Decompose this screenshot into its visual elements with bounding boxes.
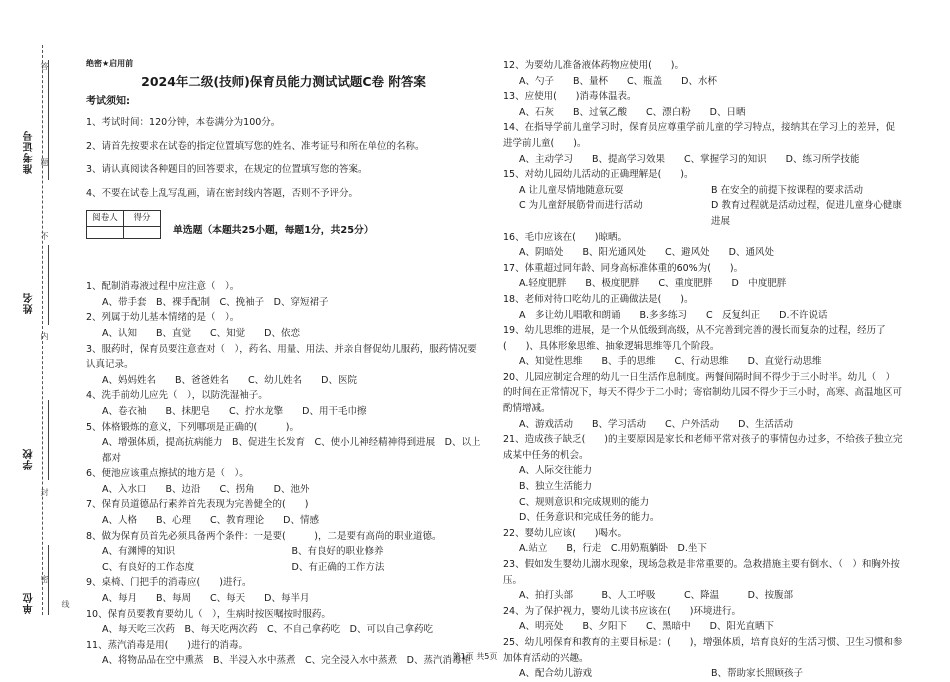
question-option: A、带手套 B、裸手配制 C、挽袖子 D、穿短裙子 bbox=[102, 296, 329, 308]
seal-mark: 不 bbox=[40, 232, 49, 240]
question-option: B、独立生活能力 bbox=[519, 481, 593, 493]
right-column bbox=[503, 58, 903, 682]
question-option: B、帮助家长照顾孩子 bbox=[711, 668, 804, 680]
question-stem: 14、在指导学前儿童学习时，保育员应尊重学前儿童的学习特点，接纳其在学习上的差异，促进学前儿童( )。 bbox=[503, 122, 896, 149]
question-stem: 24、为了保护视力，婴幼儿读书应该在( )环境进行。 bbox=[503, 605, 742, 617]
page-footer: 第1页 共5页 bbox=[452, 652, 498, 661]
question-option: A、认知 B、直觉 C、知觉 D、依恋 bbox=[102, 327, 300, 339]
question-option: A、阴暗处 B、阳光通风处 C、避风处 D、通风处 bbox=[519, 247, 774, 259]
school-field[interactable] bbox=[48, 400, 49, 480]
reviewer-header: 阅卷人 bbox=[87, 210, 124, 227]
notice-item: 2、请首先按要求在试卷的指定位置填写您的姓名、准考证号和所在单位的名称。 bbox=[86, 140, 425, 152]
question-option-row bbox=[86, 560, 481, 576]
question-stem: 13、应使用( )消毒体温表。 bbox=[503, 91, 637, 103]
label-unit: 单位 bbox=[24, 592, 35, 614]
question-stem: 9、桌椅、门把手的消毒应( )进行。 bbox=[86, 577, 252, 589]
question-option: B、有良好的职业修养 bbox=[291, 546, 384, 558]
question-stem: 16、毛巾应该在( )晾晒。 bbox=[503, 231, 628, 243]
seal-mark: 答 bbox=[40, 62, 49, 70]
question-stem: 15、对幼儿园幼儿活动的正确理解是( )。 bbox=[503, 169, 694, 181]
seal-mark: 密 bbox=[40, 575, 49, 583]
question-stem: 7、保育员道德品行素养首先表现为完善健全的( ) bbox=[86, 499, 309, 511]
question-option-row bbox=[503, 198, 903, 229]
question-list bbox=[503, 58, 903, 682]
question-stem: 11、蒸汽消毒是用( )进行的消毒。 bbox=[86, 639, 249, 651]
score-cell[interactable] bbox=[124, 227, 161, 239]
question-stem: 21、造成孩子缺乏( )的主要原因是家长和老师平常对孩子的事情包办过多，不给孩子独立完成某中任务的机会。 bbox=[503, 434, 903, 461]
question-stem: 10、保育员要教育要幼儿（ ），生病时按医嘱按时服药。 bbox=[86, 608, 331, 620]
seal-mark: 题 bbox=[40, 158, 49, 166]
question-option: A、每月 B、每周 C、每天 D、每半月 bbox=[102, 593, 310, 605]
question-option: A、配合幼儿游戏 bbox=[519, 668, 592, 680]
question-option: B 在安全的前提下按课程的要求活动 bbox=[711, 184, 864, 196]
question-option: D、有正确的工作方法 bbox=[291, 561, 385, 573]
question-option: C、规则意识和完成规则的能力 bbox=[519, 496, 650, 508]
question-stem: 1、配制消毒液过程中应注意（ ）。 bbox=[86, 281, 240, 293]
reviewer-cell[interactable] bbox=[87, 227, 124, 239]
question-stem: 18、老师对待口吃幼儿的正确做法是( )。 bbox=[503, 293, 694, 305]
question-option: C、有良好的工作态度 bbox=[102, 561, 195, 573]
question-stem: 6、便池应该重点擦拭的地方是（ ）。 bbox=[86, 468, 249, 480]
question-option: D 教育过程就是活动过程，促进儿童身心健康进展 bbox=[711, 200, 902, 227]
seal-mark: 封 bbox=[40, 488, 49, 496]
question-option: A、明亮处 B、夕阳下 C、黑暗中 D、阳光直晒下 bbox=[519, 621, 774, 633]
question-stem: 3、服药时，保育员要注意查对（ ），药名、用量、用法、并亲自督促幼儿服药，服药情况要认真记录。 bbox=[86, 343, 477, 371]
seal-mark: 内 bbox=[40, 332, 49, 340]
page-title: 2024年二级(技师)保育员能力测试试题C卷 附答案 bbox=[141, 74, 426, 89]
question-stem: 5、体格锻炼的意义，下列哪项是正确的( )。 bbox=[86, 421, 299, 433]
section-title: 单选题（本题共25小题，每题1分，共25分） bbox=[173, 224, 374, 236]
notice-item: 3、请认真阅读各种题目的回答要求，在规定的位置填写您的答案。 bbox=[86, 164, 368, 176]
question-option: D、任务意识和完成任务的能力。 bbox=[519, 512, 660, 524]
question-option: A、将物品品在空中熏蒸 B、半浸入水中蒸煮 C、完全浸入水中蒸煮 D、蒸汽消毒柜 bbox=[102, 655, 471, 667]
question-option-row bbox=[86, 544, 481, 560]
seal-line bbox=[42, 45, 43, 615]
question-stem: 19、幼儿思维的进展，是一个从低级到高级，从不完善到完善的漫长而复杂的过程，经历了( )、具体形象思维、抽象逻辑思维等几个阶段。 bbox=[503, 325, 886, 352]
question-stem: 23、假如发生婴幼儿溺水现象，现场急救是非常重要的。急救措施主要有倒水、（ ）和胸外按压。 bbox=[503, 559, 900, 586]
label-exam-number: 准考证号 bbox=[24, 130, 35, 174]
score-header: 得分 bbox=[124, 210, 161, 227]
notice-item: 1、考试时间：120分钟，本卷满分为100分。 bbox=[86, 117, 281, 129]
question-option: A、主动学习 B、提高学习效果 C、掌握学习的知识 D、练习所学技能 bbox=[519, 153, 860, 165]
question-stem: 17、体重超过同年龄、同身高标准体重的60%为( )。 bbox=[503, 262, 744, 274]
question-option: C 为儿童舒展筋骨而进行活动 bbox=[519, 200, 643, 212]
question-option: A、石灰 B、过氧乙酸 C、漂白粉 D、日晒 bbox=[519, 106, 746, 118]
question-option: A、游戏活动 B、学习活动 C、户外活动 D、生活活动 bbox=[519, 418, 793, 430]
question-option: A、勺子 B、量杯 C、瓶盖 D、水杯 bbox=[519, 75, 717, 87]
question-option-row bbox=[503, 666, 903, 682]
binding-margin bbox=[0, 0, 80, 671]
question-option: A 多让幼儿唱歌和朗诵 B.多多练习 C 反复纠正 D.不许说话 bbox=[519, 309, 828, 321]
question-stem: 2、列属于幼儿基本情绪的是（ ）。 bbox=[86, 312, 240, 324]
question-option: A、卷衣袖 B、抹肥皂 C、拧水龙擎 D、用干毛巾擦 bbox=[102, 405, 367, 417]
question-option: A、入水口 B、边沿 C、拐角 D、池外 bbox=[102, 483, 310, 495]
question-option: A、妈妈姓名 B、爸爸姓名 C、幼儿姓名 D、医院 bbox=[102, 374, 357, 386]
question-stem: 22、婴幼儿应该( )喝水。 bbox=[503, 527, 628, 539]
question-option: A.站立 B，行走 C.用奶瓶躺卧 D.坐下 bbox=[519, 543, 707, 555]
question-option: A 让儿童尽情地随意玩耍 bbox=[519, 184, 624, 196]
question-option: A、知觉性思维 B、手的思维 C、行动思维 D、直觉行动思维 bbox=[519, 356, 822, 368]
score-row bbox=[86, 210, 481, 240]
name-field[interactable] bbox=[48, 245, 49, 325]
question-option: A、增强体质，提高抗病能力 B、促进生长发育 C、使小儿神经精神得到进展 D、以上都对 bbox=[102, 437, 481, 464]
label-name: 姓名 bbox=[24, 292, 35, 314]
question-option: A、人格 B、心理 C、教育理论 D、情感 bbox=[102, 515, 319, 527]
question-option-row bbox=[503, 183, 903, 199]
notice-heading: 考试须知: bbox=[86, 95, 130, 107]
question-stem: 25、幼儿吲保育和教育的主要目标是：( )，增强体质，培育良好的生活习惯、卫生习惯和参加体育活动的兴趣。 bbox=[503, 636, 903, 664]
question-option: A、有渊博的知识 bbox=[102, 546, 175, 558]
question-stem: 4、洗手前幼儿应先（ ），以防洗湿袖子。 bbox=[86, 390, 268, 402]
question-stem: 12、为要幼儿准备液体药物应使用( )。 bbox=[503, 60, 685, 71]
question-option: A.轻度肥胖 B、极度肥胖 C、重度肥胖 D 中度肥胖 bbox=[519, 278, 787, 290]
secret-mark: 绝密★启用前 bbox=[86, 59, 134, 68]
question-stem: 20、儿园应制定合理的幼儿一日生活作息制度。两餐间隔时间不得少于三小时半。幼儿（ ）的时间在正常情况下，每天不得少于二小时；寄宿制幼儿园不得少于三小时，高寒、高温地区可酌情增减。 bbox=[503, 371, 903, 415]
question-option: A、人际交往能力 bbox=[519, 465, 592, 477]
left-column bbox=[86, 58, 481, 669]
question-option: A、拍打头部 B、人工呼吸 C、降温 D、按腹部 bbox=[519, 590, 793, 602]
seal-mark: 线 bbox=[61, 600, 70, 608]
question-stem: 8、做为保育员首先必须具备两个条件：一是要( )，二是要有高尚的职业道德。 bbox=[86, 530, 442, 542]
label-school: 学校 bbox=[24, 448, 35, 470]
notice-item: 4、不要在试卷上乱写乱画，请在密封线内答题，否则不予评分。 bbox=[86, 187, 359, 199]
question-option: A、每天吃三次药 B、每天吃两次药 C、不自己拿药吃 D、可以自己拿药吃 bbox=[102, 624, 433, 636]
score-table bbox=[86, 210, 161, 240]
question-list bbox=[86, 279, 481, 669]
